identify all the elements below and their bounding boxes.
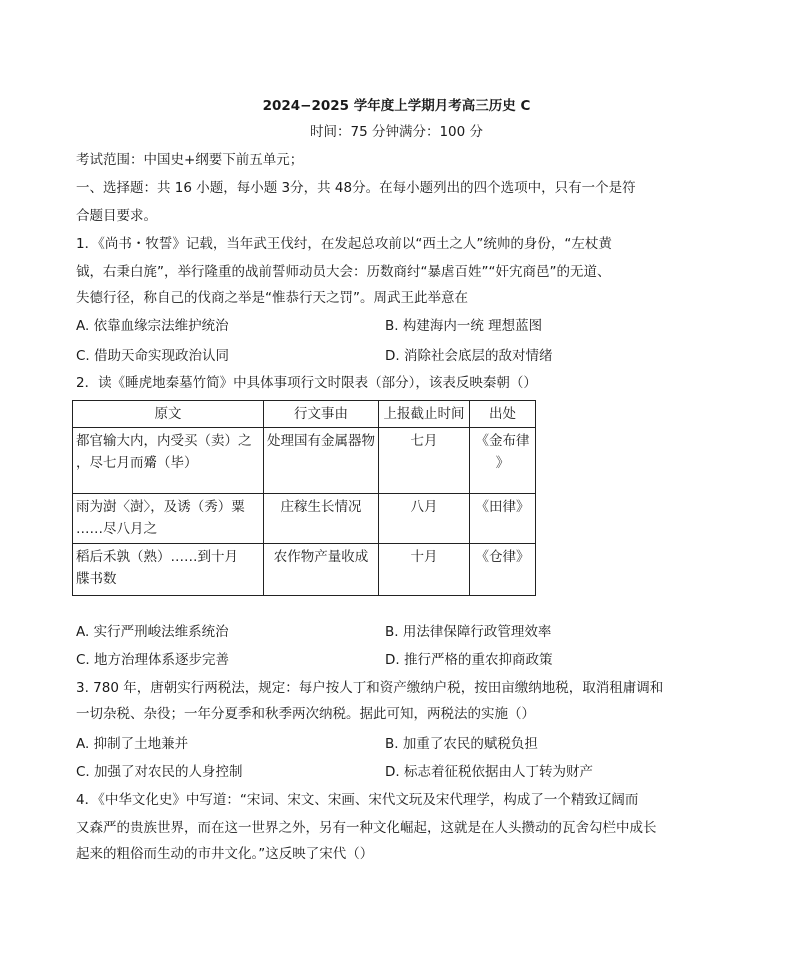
- cell-line: 》: [495, 455, 510, 471]
- table-row: [73, 544, 536, 596]
- exam-scope: 考试范围：中国史+纲要下前五单元；: [76, 152, 304, 168]
- table-cell-deadline: 八月: [379, 494, 470, 544]
- q3-stem-line1: 3. 780 年，唐朝实行两税法，规定：每户按人丁和资产缴纳户税，按田亩缴纳地税，取消租庸调和: [76, 680, 664, 696]
- q3-option-d[interactable]: D. 标志着征税依据由人丁转为财产: [385, 764, 593, 780]
- q1-option-a[interactable]: A. 依靠血缘宗法维护统治: [76, 318, 229, 334]
- q1-option-c[interactable]: C. 借助天命实现政治认同: [76, 348, 230, 364]
- q3-option-b[interactable]: B. 加重了农民的赋税负担: [385, 736, 538, 752]
- table-cell-original-text: [73, 544, 264, 596]
- table-header-cell: 原文: [73, 401, 264, 428]
- q3-stem-line2: 一切杂税、杂役；一年分夏季和秋季两次纳税。据此可知，两税法的实施（）: [76, 706, 535, 722]
- cell-line: 稻后禾孰（熟）……到十月: [76, 549, 238, 565]
- table-header-cell: 出处: [470, 401, 536, 428]
- table-cell-original-text: [73, 494, 264, 544]
- q1-option-d[interactable]: D. 消除社会底层的敌对情绪: [385, 348, 553, 364]
- cell-line: ……尽八月之: [76, 521, 157, 537]
- q1-stem-line3: 失德行径，称自己的伐商之举是“惟恭行天之罚”。周武王此举意在: [76, 290, 468, 306]
- q2-stem: 2．读《睡虎地秦墓竹简》中具体事项行文时限表（部分），该表反映秦朝（）: [76, 375, 537, 391]
- q1-option-b[interactable]: B. 构建海内一统 理想蓝图: [385, 318, 543, 334]
- q2-option-c[interactable]: C. 地方治理体系逐步完善: [76, 652, 230, 668]
- q1-stem-line1: 1．《尚书・牧誓》记载，当年武王伐纣，在发起总攻前以“西土之人”统帅的身份，“左杖黄: [76, 236, 612, 252]
- q4-stem-line3: 起来的粗俗而生动的市井文化。”这反映了宋代（）: [76, 846, 374, 862]
- q2-option-d[interactable]: D. 推行严格的重农抑商政策: [385, 652, 553, 668]
- q3-option-a[interactable]: A. 抑制了土地兼并: [76, 736, 189, 752]
- table-cell-source: [470, 428, 536, 494]
- q1-stem-line2: 钺，右秉白旄”，举行隆重的战前誓师动员大会：历数商纣“暴虐百姓”“奸宄商邑”的无道、: [76, 264, 611, 280]
- table-cell-source: 《仓律》: [470, 544, 536, 596]
- section-instructions-line1: 一、选择题：共 16 小题，每小题 3分，共 48分。在每小题列出的四个选项中，只有一个是符: [76, 180, 636, 196]
- table-cell-matter: 庄稼生长情况: [264, 494, 379, 544]
- table-cell-deadline: 七月: [379, 428, 470, 494]
- cell-line: 牒书数: [76, 571, 117, 587]
- cell-line: 《金布律: [475, 433, 530, 449]
- q4-stem-line1: 4．《中华文化史》中写道：“宋词、宋文、宋画、宋代文玩及宋代理学，构成了一个精致辽阔而: [76, 792, 639, 808]
- table-header-row: [73, 401, 536, 428]
- table-cell-deadline: 十月: [379, 544, 470, 596]
- table-cell-matter: 农作物产量收成: [264, 544, 379, 596]
- q2-option-a[interactable]: A. 实行严刑峻法维系统治: [76, 624, 229, 640]
- exam-title: 2024−2025 学年度上学期月考高三历史 C: [262, 98, 531, 114]
- section-instructions-line2: 合题目要求。: [76, 208, 157, 224]
- table-cell-original-text: [73, 428, 264, 494]
- table-cell-matter: 处理国有金属器物: [264, 428, 379, 494]
- cell-line: ，尽七月而觱（毕）: [76, 455, 198, 471]
- table-row: [73, 428, 536, 494]
- table-header-cell: 行文事由: [264, 401, 379, 428]
- q4-stem-line2: 又森严的贵族世界，而在这一世界之外，另有一种文化崛起，这就是在人头攒动的瓦舍勾栏中成长: [76, 820, 657, 836]
- q2-option-b[interactable]: B. 用法律保障行政管理效率: [385, 624, 552, 640]
- table-header-cell: 上报截止时间: [379, 401, 470, 428]
- q3-option-c[interactable]: C. 加强了对农民的人身控制: [76, 764, 243, 780]
- table-row: [73, 494, 536, 544]
- cell-line: 雨为澍〈澍〉，及诱（秀）粟: [76, 499, 245, 515]
- table-cell-source: 《田律》: [470, 494, 536, 544]
- cell-line: 都官输大内，内受买（卖）之: [76, 433, 252, 449]
- exam-time-score: 时间：75 分钟满分：100 分: [309, 124, 484, 140]
- statute-deadline-table: [72, 400, 536, 596]
